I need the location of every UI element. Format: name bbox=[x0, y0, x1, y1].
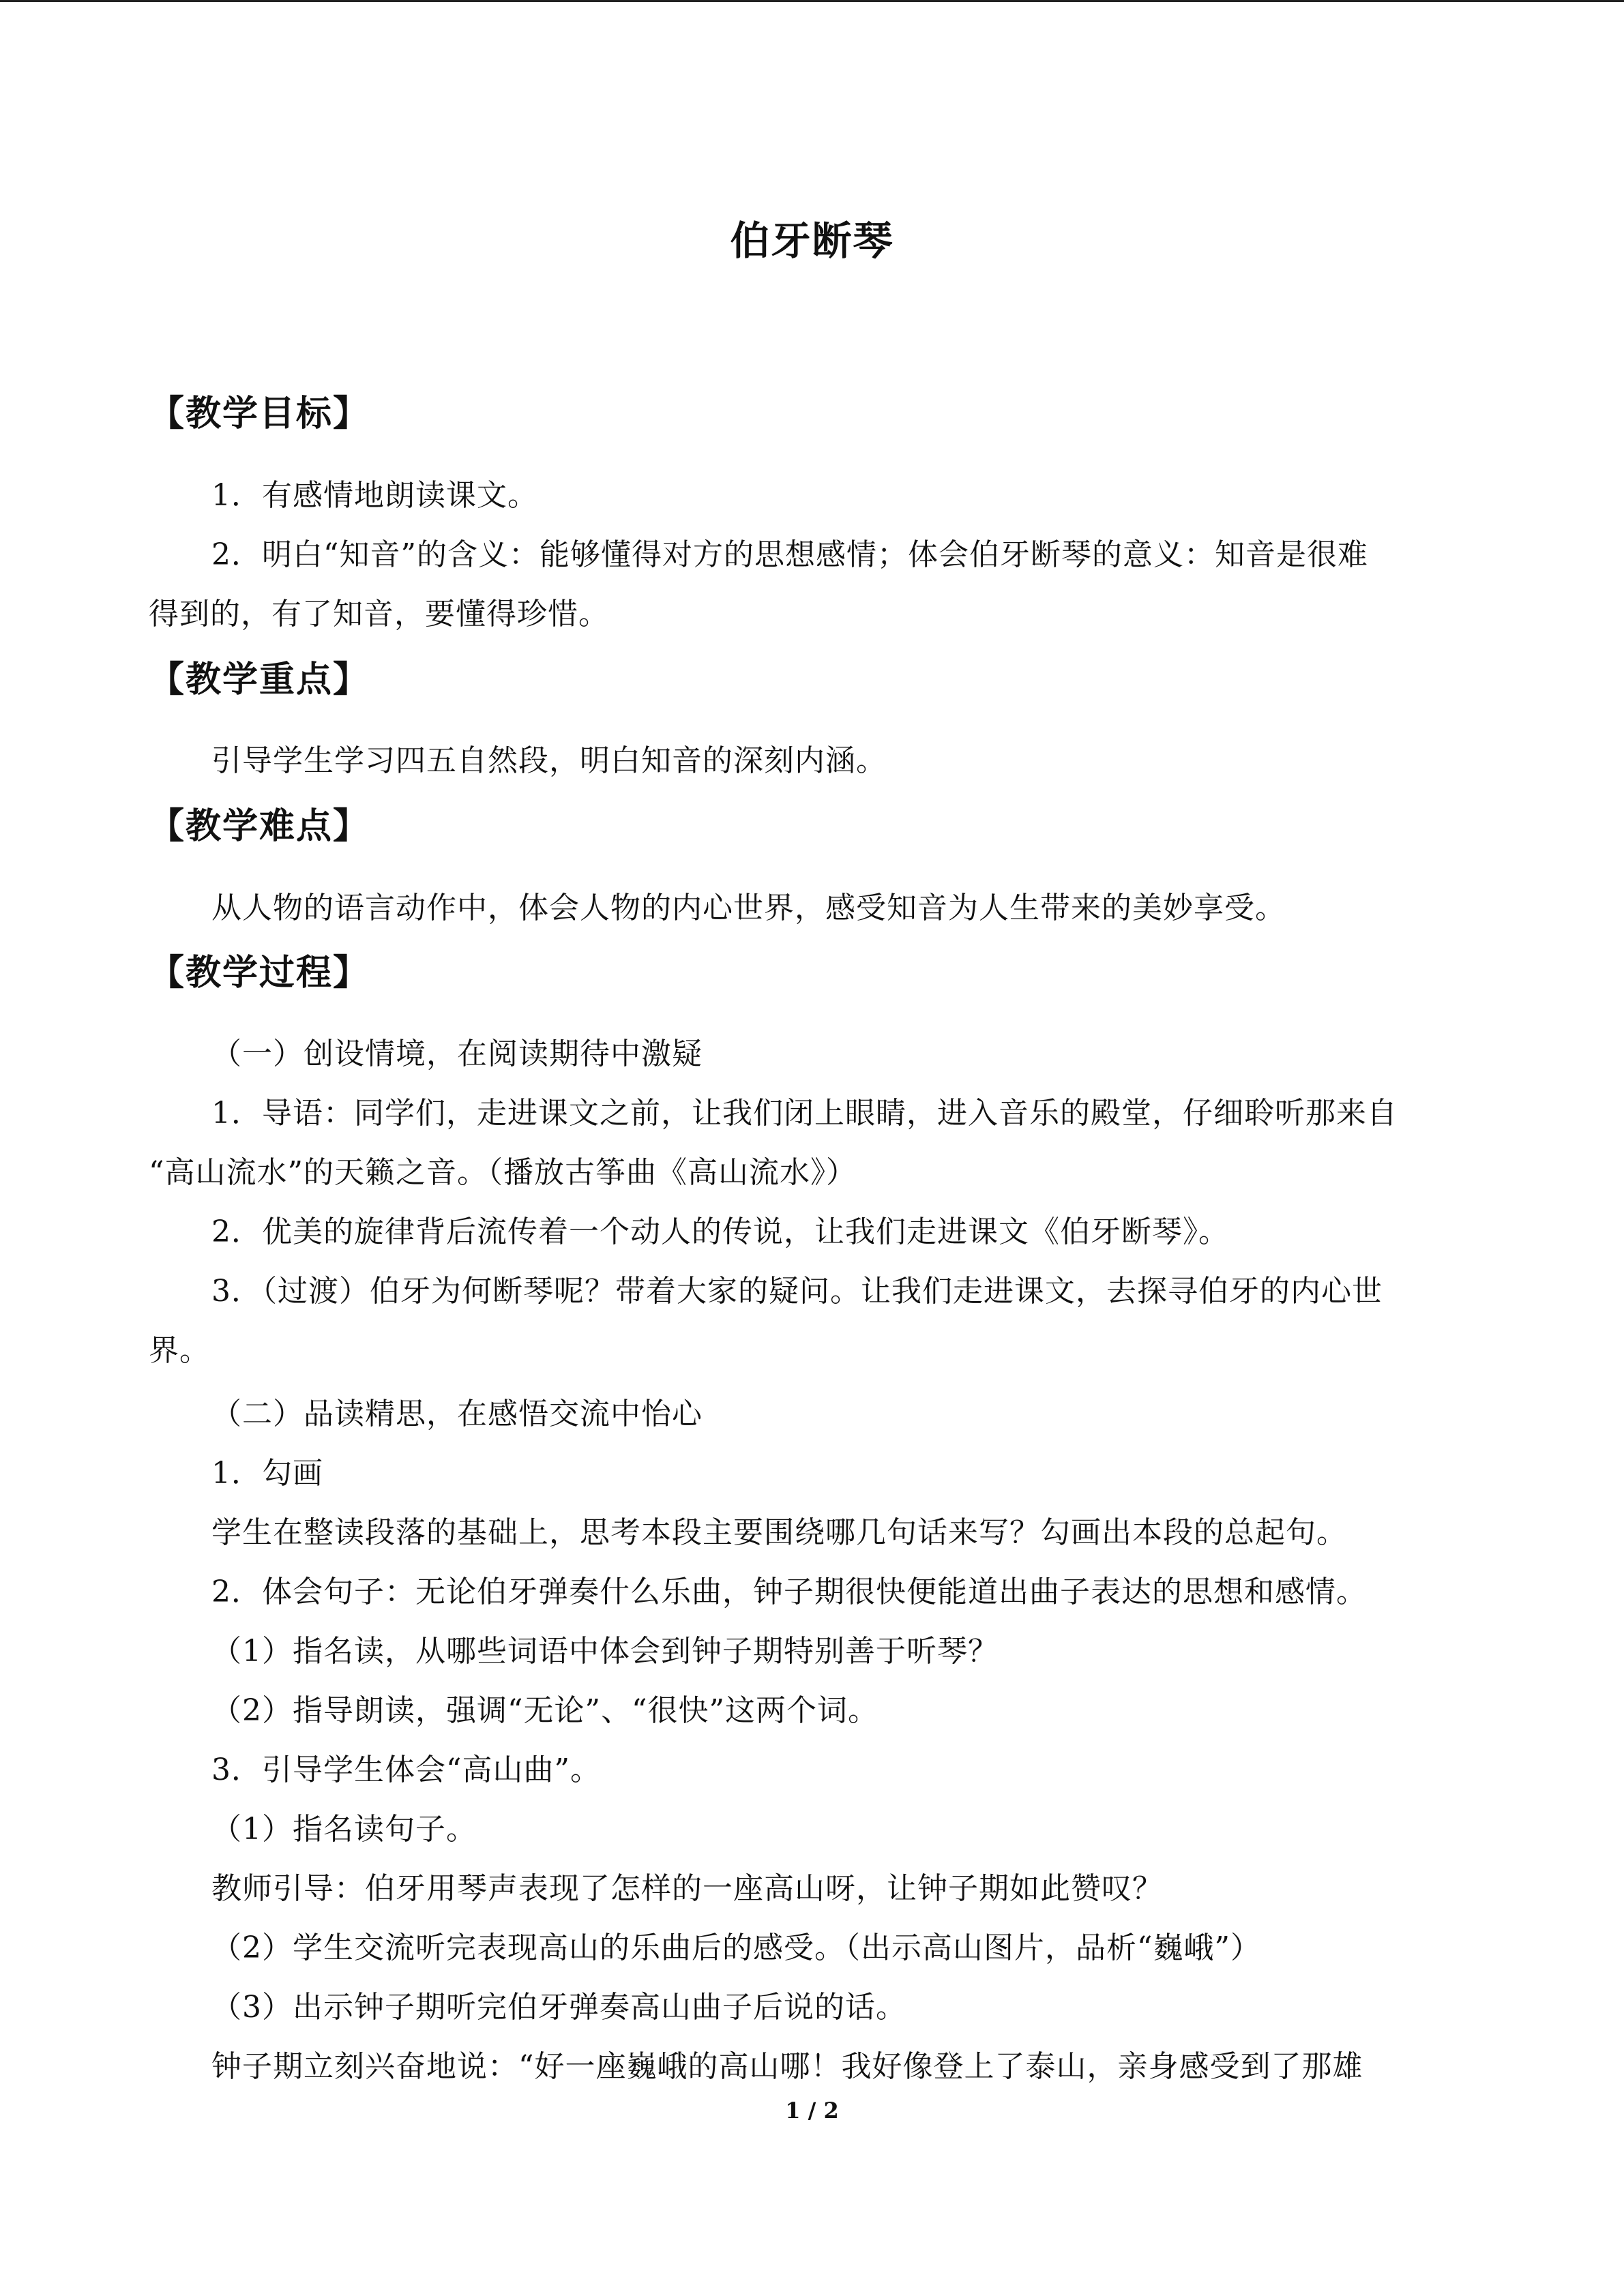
document-title: 伯牙断琴 bbox=[730, 218, 894, 264]
process-line-13: 3．引导学生体会“高山曲”。 bbox=[211, 1753, 601, 1787]
key-points-line-1: 引导学生学习四五自然段，明白知音的深刻内涵。 bbox=[211, 743, 887, 778]
section-heading-process: 【教学过程】 bbox=[149, 953, 370, 994]
process-line-14: （1）指名读句子。 bbox=[211, 1812, 477, 1847]
process-line-10: 2．体会句子：无论伯牙弹奏什么乐曲，钟子期很快便能道出曲子表达的思想和感情。 bbox=[211, 1575, 1367, 1609]
goals-line-1: 1．有感情地朗读课文。 bbox=[211, 478, 538, 513]
process-line-7: （二）品读精思，在感悟交流中怡心 bbox=[211, 1397, 703, 1431]
difficulties-line-1: 从人物的语言动作中，体会人物的内心世界，感受知音为人生带来的美妙享受。 bbox=[211, 891, 1286, 925]
process-line-17: （3）出示钟子期听完伯牙弹奏高山曲子后说的话。 bbox=[211, 1990, 906, 2025]
section-heading-key-points: 【教学重点】 bbox=[149, 659, 370, 700]
process-line-6: 界。 bbox=[149, 1333, 210, 1368]
process-line-18: 钟子期立刻兴奋地说：“好一座巍峨的高山哪！我好像登上了泰山，亲身感受到了那雄 bbox=[211, 2049, 1363, 2084]
section-heading-difficulties: 【教学难点】 bbox=[149, 806, 370, 847]
process-line-12: （2）指导朗读，强调“无论”、“很快”这两个词。 bbox=[211, 1693, 879, 1728]
process-line-3: “高山流水”的天籁之音。（播放古筝曲《高山流水》） bbox=[149, 1155, 857, 1190]
goals-line-3: 得到的，有了知音，要懂得珍惜。 bbox=[149, 597, 609, 631]
process-line-16: （2）学生交流听完表现高山的乐曲后的感受。（出示高山图片，品析“巍峨”） bbox=[211, 1930, 1261, 1965]
process-line-11: （1）指名读，从哪些词语中体会到钟子期特别善于听琴？ bbox=[211, 1634, 999, 1669]
process-line-8: 1．勾画 bbox=[211, 1456, 323, 1491]
process-line-4: 2．优美的旋律背后流传着一个动人的传说，让我们走进课文《伯牙断琴》。 bbox=[211, 1214, 1229, 1249]
process-line-5: 3．（过渡）伯牙为何断琴呢？带着大家的疑问。让我们走进课文，去探寻伯牙的内心世 bbox=[211, 1274, 1383, 1309]
top-border-line bbox=[0, 0, 1624, 2]
process-line-15: 教师引导：伯牙用琴声表现了怎样的一座高山呀，让钟子期如此赞叹？ bbox=[211, 1871, 1163, 1906]
page-number: 1 / 2 bbox=[785, 2098, 839, 2123]
process-line-9: 学生在整读段落的基础上，思考本段主要围绕哪几句话来写？勾画出本段的总起句。 bbox=[211, 1515, 1347, 1550]
goals-line-2: 2．明白“知音”的含义：能够懂得对方的思想感情；体会伯牙断琴的意义：知音是很难 bbox=[211, 537, 1368, 572]
process-line-1: （一）创设情境，在阅读期待中激疑 bbox=[211, 1037, 703, 1071]
section-heading-goals: 【教学目标】 bbox=[149, 393, 370, 434]
process-line-2: 1．导语：同学们，走进课文之前，让我们闭上眼睛，进入音乐的殿堂，仔细聆听那来自 bbox=[211, 1096, 1398, 1131]
